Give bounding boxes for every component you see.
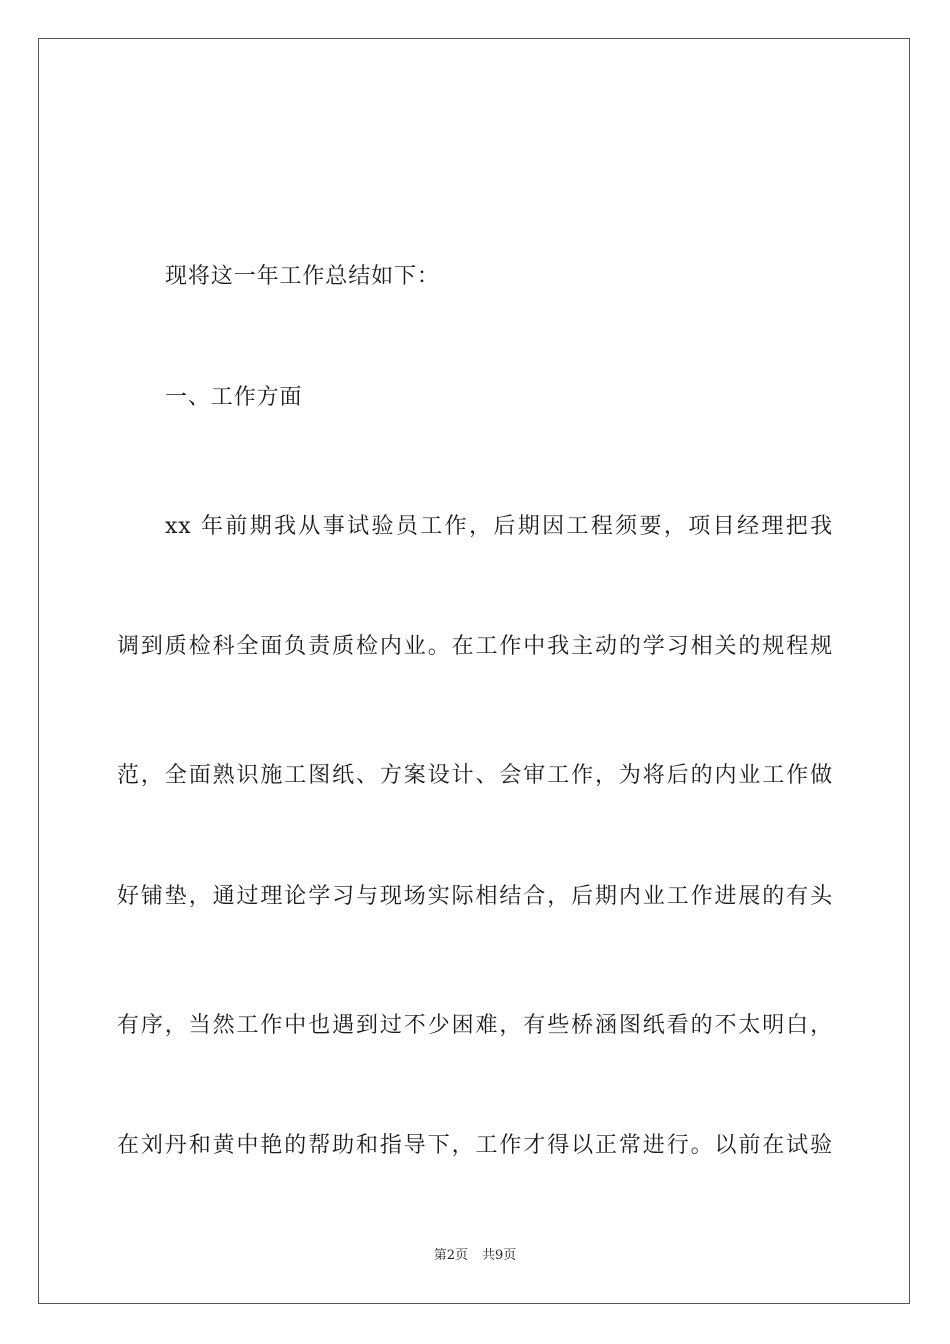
summary-intro-line: 现将这一年工作总结如下： — [165, 264, 440, 289]
page-border — [38, 38, 910, 1304]
page-number: 第2页 — [433, 1248, 468, 1263]
page-total: 共9页 — [482, 1248, 517, 1263]
paragraph-line-1: xx 年前期我从事试验员工作，后期因工程须要，项目经理把我 — [165, 514, 833, 539]
paragraph-line-6: 在刘丹和黄中艳的帮助和指导下，工作才得以正常进行。以前在试验 — [117, 1133, 833, 1158]
page-footer — [0, 1247, 950, 1265]
paragraph-line-3: 范，全面熟识施工图纸、方案设计、会审工作，为将后的内业工作做 — [117, 763, 833, 788]
paragraph-line-4: 好铺垫，通过理论学习与现场实际相结合，后期内业工作进展的有头 — [117, 884, 833, 909]
paragraph-line-2: 调到质检科全面负责质检内业。在工作中我主动的学习相关的规程规 — [117, 634, 833, 659]
section-heading-work: 一、工作方面 — [165, 385, 303, 410]
paragraph-line-5: 有序，当然工作中也遇到过不少困难，有些桥涵图纸看的不太明白， — [117, 1013, 833, 1038]
